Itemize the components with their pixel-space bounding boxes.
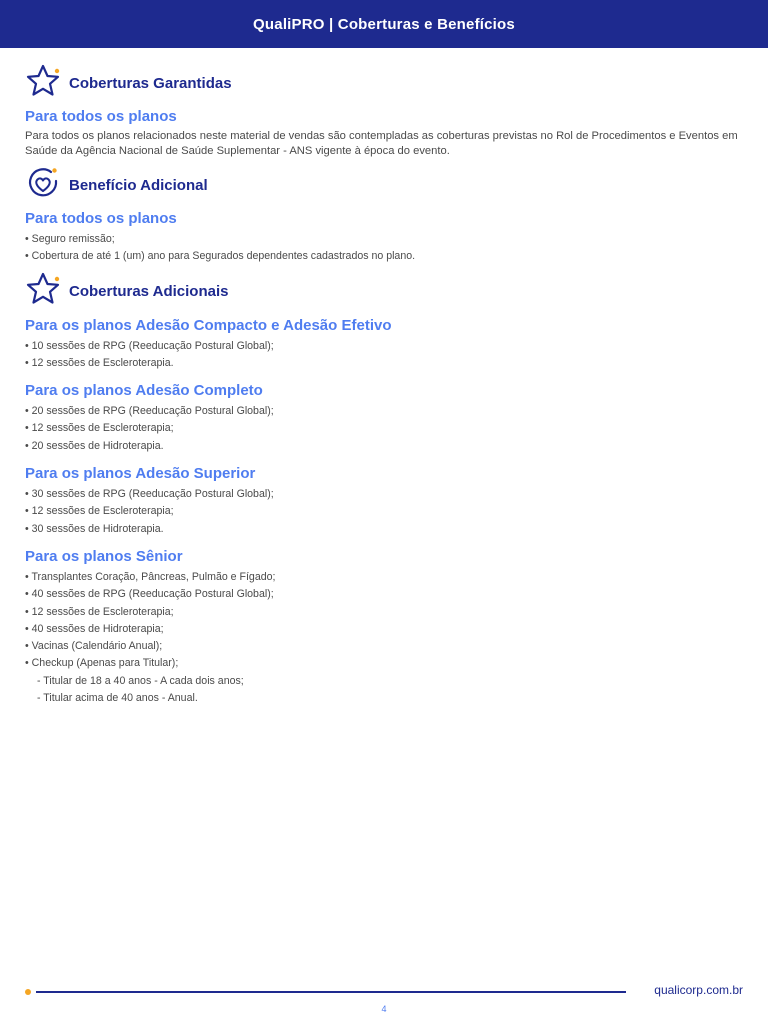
list-item: • 12 sessões de Escleroterapia;	[25, 505, 174, 518]
list-completo	[25, 403, 745, 455]
section-title-beneficio: Benefício Adicional	[69, 176, 208, 194]
section-title-garantidas: Coberturas Garantidas	[69, 74, 232, 92]
section-title-adicionais: Coberturas Adicionais	[69, 283, 229, 301]
list-item: • 20 sessões de RPG (Reeducação Postural Global);	[25, 405, 274, 418]
list-item: • 40 sessões de RPG (Reeducação Postural Global);	[25, 588, 274, 601]
footer-dot	[25, 989, 31, 995]
subtitle-compacto-efetivo: Para os planos Adesão Compacto e Adesão Efetivo	[25, 316, 392, 334]
page-number: 4	[381, 1004, 387, 1014]
text-garantidas: Para todos os planos relacionados neste material de vendas são contempladas as coberturas previstas no Rol de Procedimentos e Eventos em Saúde da Agência Nacional de Saúde Suplementar - ANS vigente à época do evento.	[25, 130, 738, 157]
section-header-garantidas	[25, 64, 745, 102]
list-item: • Vacinas (Calendário Anual);	[25, 640, 163, 653]
list-item: • Checkup (Apenas para Titular);	[25, 657, 179, 670]
list-item: • 12 sessões de Escleroterapia;	[25, 422, 174, 435]
list-item: • 40 sessões de Hidroterapia;	[25, 622, 164, 635]
list-subitem: - Titular acima de 40 anos - Anual.	[37, 692, 198, 705]
main-content	[25, 64, 745, 707]
star-icon	[25, 271, 63, 312]
list-item: • 12 sessões de Escleroterapia.	[25, 356, 174, 369]
subtitle-superior: Para os planos Adesão Superior	[25, 465, 256, 483]
footer-divider	[36, 991, 626, 993]
list-item: • Transplantes Coração, Pâncreas, Pulmão e Fígado;	[25, 570, 276, 583]
subtitle-garantidas: Para todos os planos	[25, 108, 177, 125]
list-subitem: - Titular de 18 a 40 anos - A cada dois anos;	[37, 674, 244, 687]
heart-icon	[25, 165, 63, 206]
list-superior	[25, 486, 745, 538]
header-bar	[0, 0, 768, 48]
list-item: • 10 sessões de RPG (Reeducação Postural Global);	[25, 339, 274, 352]
list-beneficio	[25, 231, 745, 266]
page-title: QualiPRO | Coberturas e Benefícios	[253, 15, 515, 33]
star-icon	[25, 63, 63, 104]
subtitle-completo: Para os planos Adesão Completo	[25, 382, 263, 400]
list-item: • Cobertura de até 1 (um) ano para Segurados dependentes cadastrados no plano.	[25, 250, 416, 263]
list-item: • 30 sessões de RPG (Reeducação Postural Global);	[25, 488, 274, 501]
subtitle-senior: Para os planos Sênior	[25, 547, 183, 565]
section-header-adicionais	[25, 273, 745, 311]
subtitle-beneficio: Para todos os planos	[25, 210, 177, 227]
list-item: • 20 sessões de Hidroterapia.	[25, 439, 164, 452]
list-compacto-efetivo	[25, 338, 745, 373]
list-item: • 30 sessões de Hidroterapia.	[25, 522, 164, 535]
list-item: • 12 sessões de Escleroterapia;	[25, 605, 174, 618]
list-item: • Seguro remissão;	[25, 233, 115, 245]
footer-url-link[interactable]: qualicorp.com.br	[654, 983, 743, 997]
list-senior	[25, 569, 745, 707]
section-header-beneficio	[25, 166, 745, 204]
